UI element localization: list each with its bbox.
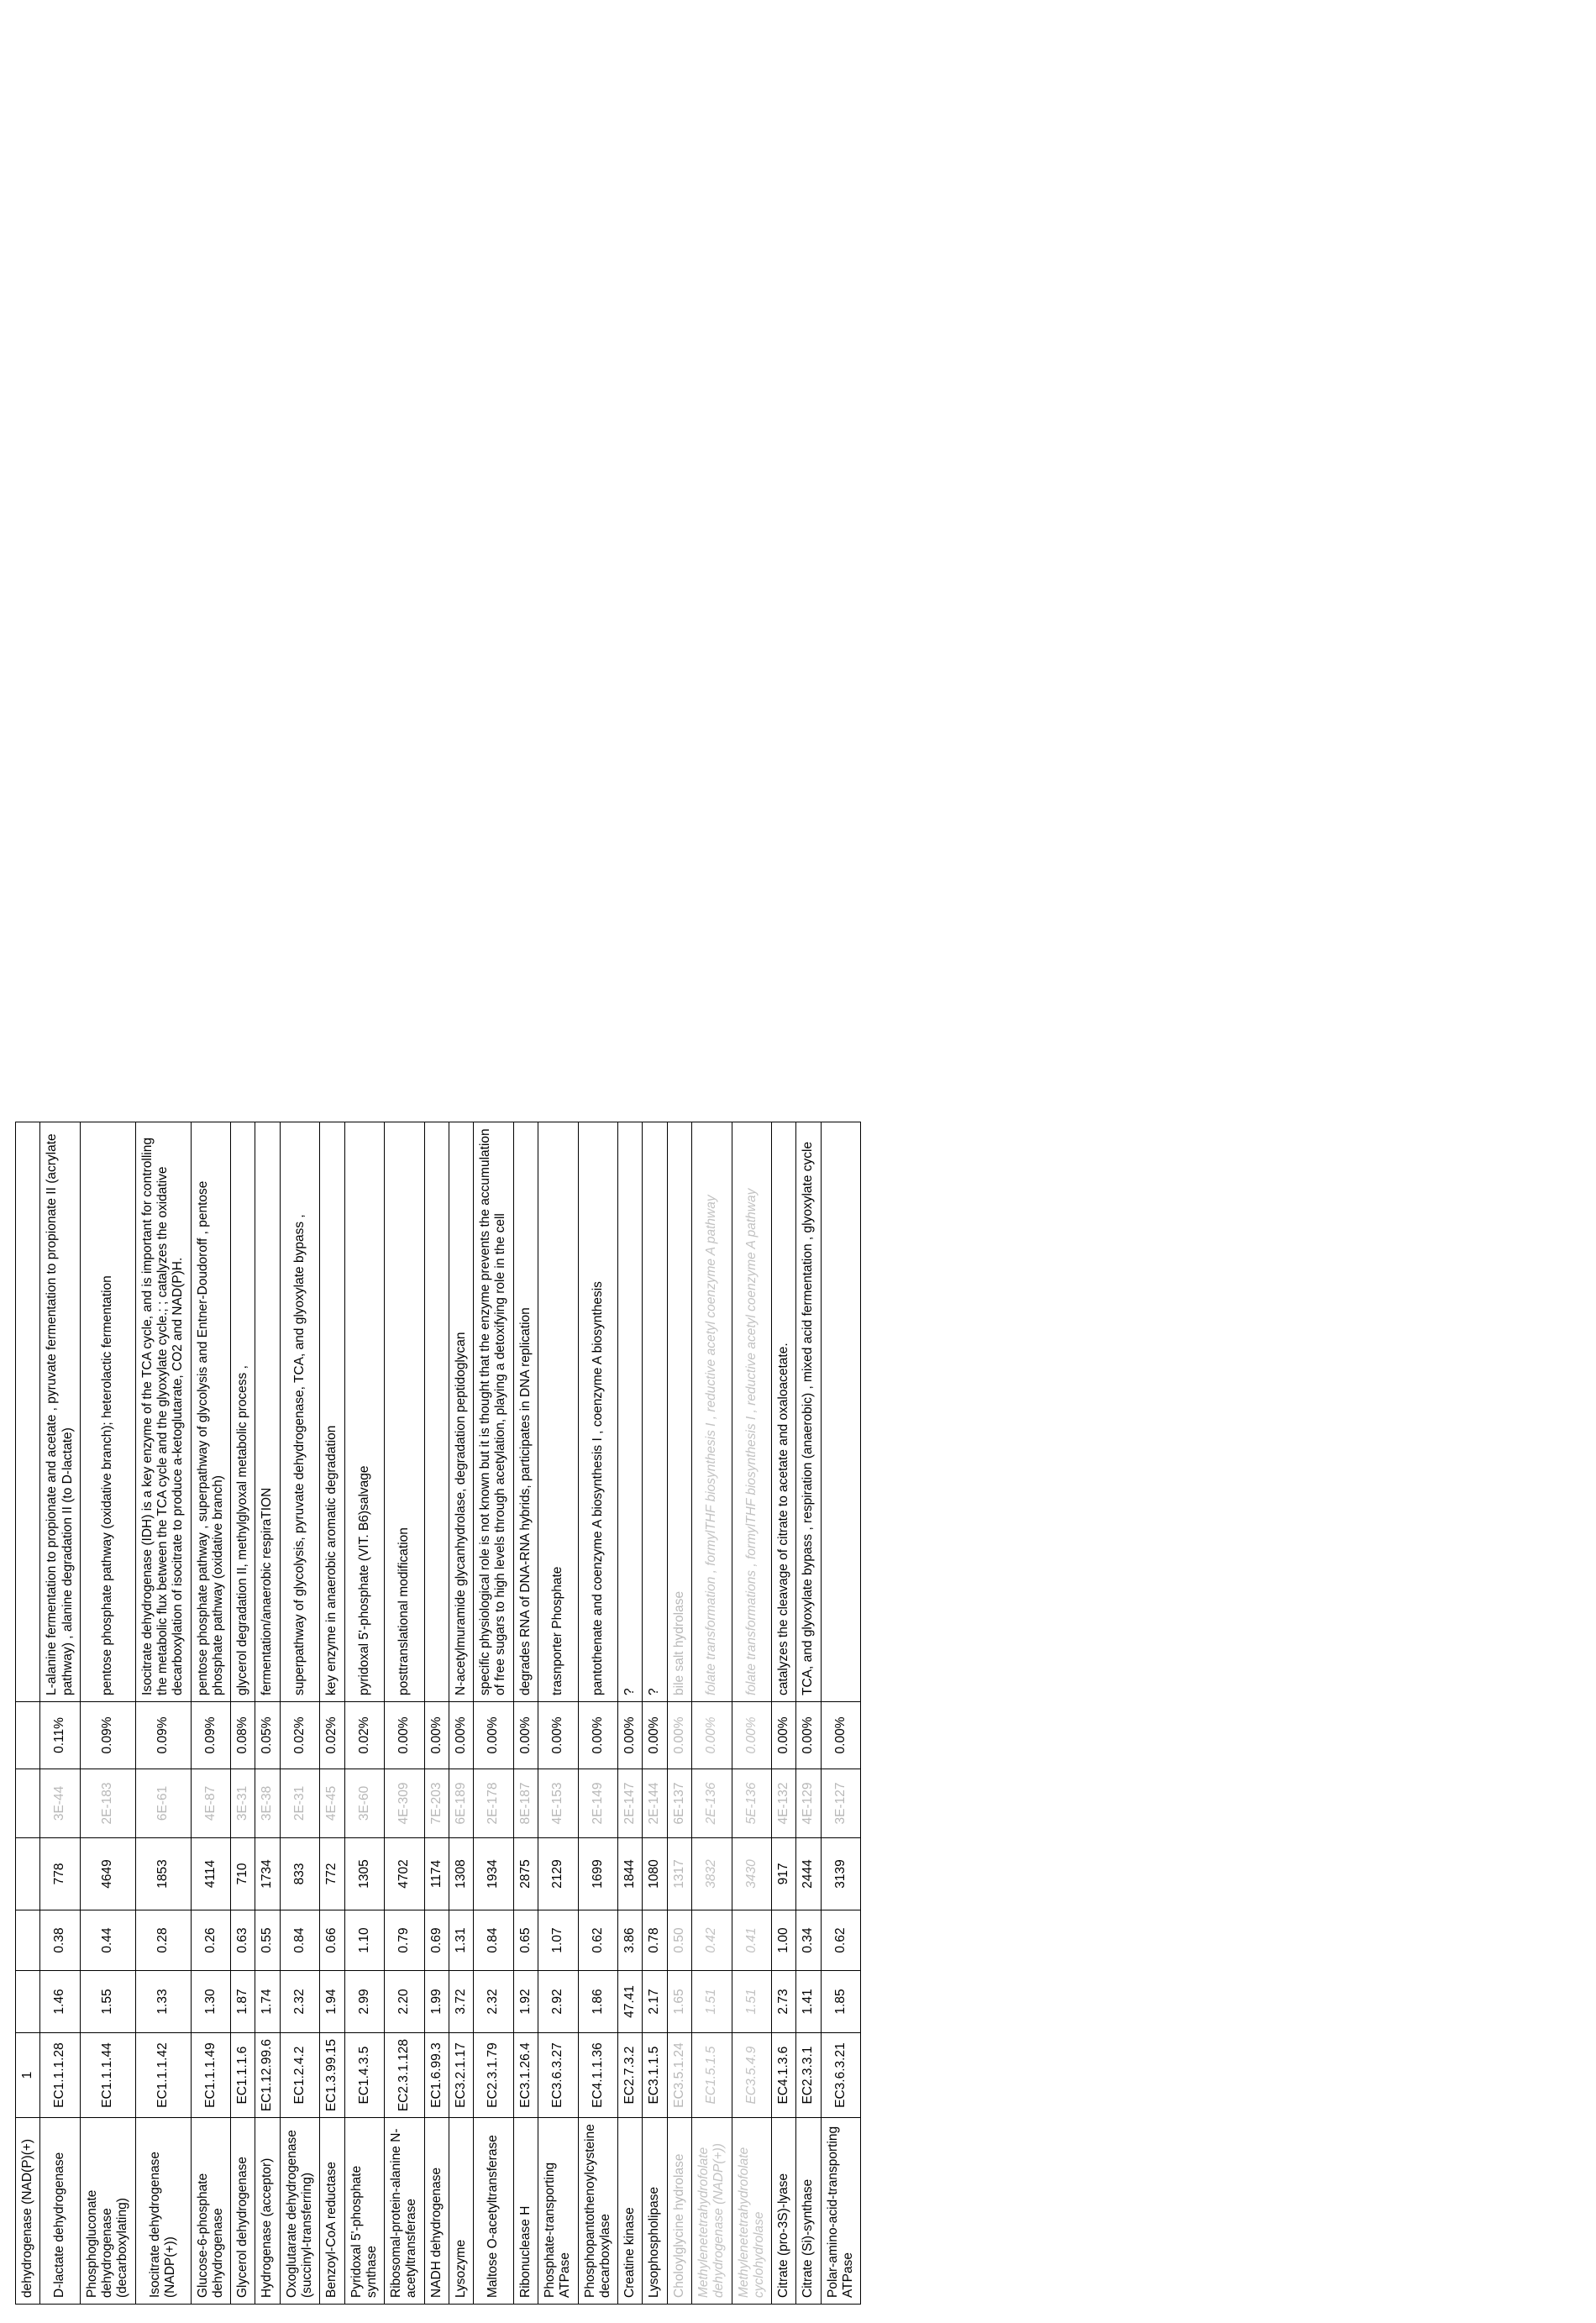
table-row (424, 1122, 449, 2304)
cell-exp: 2E-149 (578, 1769, 618, 1837)
cell-count: 833 (280, 1837, 320, 1910)
cell-pct: 0.00% (643, 1701, 667, 1769)
cell-ec: EC1.3.99.15 (320, 2032, 344, 2117)
cell-v2: 1.10 (344, 1910, 385, 1970)
cell-name: dehydrogenase (NAD(P)(+) (16, 2118, 40, 2305)
table-row (449, 1122, 473, 2304)
cell-desc: pentose phosphate pathway (oxidative branch); heterolactic fermentation (80, 1122, 135, 1701)
cell-ec: EC2.3.1.128 (385, 2032, 425, 2117)
cell-exp: 2E-31 (280, 1769, 320, 1837)
cell-pct: 0.02% (344, 1701, 385, 1769)
cell-pct: 0.00% (821, 1701, 861, 1769)
table-row (772, 1122, 796, 2304)
cell-name: D-lactate dehydrogenase (40, 2118, 81, 2305)
cell-name: Lysophospholipase (643, 2118, 667, 2305)
cell-exp: 3E-60 (344, 1769, 385, 1837)
cell-exp: 8E-187 (513, 1769, 538, 1837)
cell-desc: pentose phosphate pathway , superpathway of glycolysis and Entner-Doudoroff , pentose phosphate pathway (oxidative branch) (191, 1122, 231, 1701)
cell-count: 2875 (513, 1837, 538, 1910)
cell-exp: 3E-44 (40, 1769, 81, 1837)
cell-v2: 0.41 (732, 1910, 772, 1970)
cell-desc: specific physiological role is not known but it is thought that the enzyme prevents the accumulation of free sugars to high levels through acetylation, playing a detoxifying role in the cell (474, 1122, 514, 1701)
cell-exp: 6E-61 (135, 1769, 191, 1837)
cell-ec: 1 (16, 2032, 40, 2117)
cell-v1: 1.46 (40, 1970, 81, 2032)
cell-desc: TCA, and glyoxylate bypass , respiration (anaerobic) , mixed acid fermentation , glyoxylate cycle (796, 1122, 821, 1701)
cell-v1: 1.87 (231, 1970, 255, 2032)
cell-ec: EC2.7.3.2 (618, 2032, 643, 2117)
cell-exp: 4E-132 (772, 1769, 796, 1837)
table-row (618, 1122, 643, 2304)
cell-ec: EC1.12.99.6 (255, 2032, 280, 2117)
table-row (732, 1122, 772, 2304)
cell-exp: 2E-136 (692, 1769, 732, 1837)
cell-v1: 1.65 (667, 1970, 691, 2032)
cell-name: Polar-amino-acid-transporting ATPase (821, 2118, 861, 2305)
cell-exp: 4E-87 (191, 1769, 231, 1837)
cell-count: 1699 (578, 1837, 618, 1910)
cell-exp: 3E-127 (821, 1769, 861, 1837)
cell-exp: 7E-203 (424, 1769, 449, 1837)
cell-desc: catalyzes the cleavage of citrate to acetate and oxaloacetate. (772, 1122, 796, 1701)
cell-pct: 0.00% (578, 1701, 618, 1769)
table-row (538, 1122, 579, 2304)
cell-count: 778 (40, 1837, 81, 1910)
cell-pct: 0.08% (231, 1701, 255, 1769)
enzyme-table (15, 1122, 861, 2305)
cell-desc: N-acetylmuramide glycanhydrolase, degradation peptidoglycan (449, 1122, 473, 1701)
table-row (320, 1122, 344, 2304)
cell-v1: 2.32 (474, 1970, 514, 2032)
cell-exp: 6E-137 (667, 1769, 691, 1837)
cell-name: Ribosomal-protein-alanine N-acetyltransferase (385, 2118, 425, 2305)
table-row (80, 1122, 135, 2304)
cell-ec: EC1.1.1.6 (231, 2032, 255, 2117)
cell-name: Choloylglycine hydrolase (667, 2118, 691, 2305)
cell-v1: 1.51 (692, 1970, 732, 2032)
cell-exp: 4E-153 (538, 1769, 579, 1837)
cell-desc: bile salt hydrolase (667, 1122, 691, 1701)
cell-v2: 0.34 (796, 1910, 821, 1970)
cell-v2: 0.84 (280, 1910, 320, 1970)
cell-v2: 0.65 (513, 1910, 538, 1970)
cell-ec: EC1.2.4.2 (280, 2032, 320, 2117)
cell-exp (16, 1769, 40, 1837)
cell-v2: 0.62 (578, 1910, 618, 1970)
cell-desc: ? (618, 1122, 643, 1701)
cell-desc: ? (643, 1122, 667, 1701)
cell-pct: 0.09% (135, 1701, 191, 1769)
table-row (474, 1122, 514, 2304)
cell-desc: glycerol degradation II, methylglyoxal metabolic process , (231, 1122, 255, 1701)
cell-name: Citrate (Si)-synthase (796, 2118, 821, 2305)
cell-count: 1734 (255, 1837, 280, 1910)
cell-ec: EC1.4.3.5 (344, 2032, 385, 2117)
cell-count: 2129 (538, 1837, 579, 1910)
cell-desc: pantothenate and coenzyme A biosynthesis I , coenzyme A biosynthesis (578, 1122, 618, 1701)
cell-v2: 0.28 (135, 1910, 191, 1970)
table-row (231, 1122, 255, 2304)
cell-name: Methylenetetrahydrofolate cyclohydrolase (732, 2118, 772, 2305)
cell-ec: EC4.1.3.6 (772, 2032, 796, 2117)
cell-v2: 0.50 (667, 1910, 691, 1970)
cell-name: Phosphate-transporting ATPase (538, 2118, 579, 2305)
cell-v2: 0.26 (191, 1910, 231, 1970)
cell-v2: 0.69 (424, 1910, 449, 1970)
cell-v2: 0.38 (40, 1910, 81, 1970)
table-row (667, 1122, 691, 2304)
table-row (643, 1122, 667, 2304)
table-row (578, 1122, 618, 2304)
table-row (280, 1122, 320, 2304)
cell-ec: EC1.1.1.42 (135, 2032, 191, 2117)
table-row (191, 1122, 231, 2304)
table-row (692, 1122, 732, 2304)
table-row (344, 1122, 385, 2304)
cell-count: 4649 (80, 1837, 135, 1910)
cell-pct: 0.02% (280, 1701, 320, 1769)
cell-ec: EC3.6.3.21 (821, 2032, 861, 2117)
cell-desc: trasnporter Phosphate (538, 1122, 579, 1701)
cell-name: Benzoyl-CoA reductase (320, 2118, 344, 2305)
cell-exp: 2E-147 (618, 1769, 643, 1837)
cell-count: 4114 (191, 1837, 231, 1910)
cell-ec: EC1.6.99.3 (424, 2032, 449, 2117)
table-row (796, 1122, 821, 2304)
cell-v2: 0.78 (643, 1910, 667, 1970)
cell-name: Oxoglutarate dehydrogenase (succinyl-transferring) (280, 2118, 320, 2305)
cell-v1: 1.41 (796, 1970, 821, 2032)
cell-v1: 1.94 (320, 1970, 344, 2032)
cell-v2: 0.44 (80, 1910, 135, 1970)
cell-pct: 0.00% (385, 1701, 425, 1769)
cell-count: 1305 (344, 1837, 385, 1910)
cell-pct: 0.00% (424, 1701, 449, 1769)
cell-ec: EC3.6.3.27 (538, 2032, 579, 2117)
cell-pct: 0.05% (255, 1701, 280, 1769)
cell-v2: 0.84 (474, 1910, 514, 1970)
table-row (513, 1122, 538, 2304)
cell-desc: superpathway of glycolysis, pyruvate dehydrogenase, TCA, and glyoxylate bypass , (280, 1122, 320, 1701)
cell-desc: folate transformations , formylTHF biosynthesis I , reductive acetyl coenzyme A pathway (732, 1122, 772, 1701)
cell-name: Methylenetetrahydrofolate dehydrogenase (NADP(+)) (692, 2118, 732, 2305)
cell-desc: fermentation/anaerobic respiraTION (255, 1122, 280, 1701)
cell-v1: 2.92 (538, 1970, 579, 2032)
cell-ec: EC4.1.1.36 (578, 2032, 618, 2117)
cell-v1: 3.72 (449, 1970, 473, 2032)
cell-v1: 2.32 (280, 1970, 320, 2032)
cell-v2 (16, 1910, 40, 1970)
cell-count: 1308 (449, 1837, 473, 1910)
cell-desc: Isocitrate dehydrogenase (IDH) is a key enzyme of the TCA cycle, and is important for controlling the metabolic flux between the TCA cycle and the glyoxylate cycle.; ; catalyzes the oxidative decarboxylation of isocitrate to produce a-ketoglutarate, CO2 and NAD(P)H. (135, 1122, 191, 1701)
cell-desc: key enzyme in anaerobic aromatic degradation (320, 1122, 344, 1701)
cell-name: Citrate (pro-3S)-lyase (772, 2118, 796, 2305)
cell-name: Hydrogenase (acceptor) (255, 2118, 280, 2305)
cell-pct: 0.00% (796, 1701, 821, 1769)
cell-ec: EC3.1.26.4 (513, 2032, 538, 2117)
cell-desc: degrades RNA of DNA-RNA hybrids, participates in DNA replication (513, 1122, 538, 1701)
cell-ec: EC1.1.1.44 (80, 2032, 135, 2117)
cell-v1: 2.17 (643, 1970, 667, 2032)
cell-v1: 1.92 (513, 1970, 538, 2032)
cell-name: Phosphogluconate dehydrogenase (decarboxylating) (80, 2118, 135, 2305)
cell-v1 (16, 1970, 40, 2032)
cell-v1: 1.30 (191, 1970, 231, 2032)
table-row (255, 1122, 280, 2304)
cell-v2: 0.42 (692, 1910, 732, 1970)
table-body (16, 1122, 861, 2304)
cell-v2: 0.62 (821, 1910, 861, 1970)
cell-pct: 0.00% (474, 1701, 514, 1769)
table-row (135, 1122, 191, 2304)
cell-count: 1844 (618, 1837, 643, 1910)
cell-exp: 6E-189 (449, 1769, 473, 1837)
cell-exp: 2E-183 (80, 1769, 135, 1837)
table-row (40, 1122, 81, 2304)
cell-count: 710 (231, 1837, 255, 1910)
cell-desc: folate transformation , formylTHF biosynthesis I , reductive acetyl coenzyme A pathway (692, 1122, 732, 1701)
cell-name: Glucose-6-phosphate dehydrogenase (191, 2118, 231, 2305)
cell-count: 3832 (692, 1837, 732, 1910)
cell-v1: 1.51 (732, 1970, 772, 2032)
table-row (385, 1122, 425, 2304)
cell-v1: 1.55 (80, 1970, 135, 2032)
cell-count: 1174 (424, 1837, 449, 1910)
cell-pct (16, 1701, 40, 1769)
cell-count: 1934 (474, 1837, 514, 1910)
cell-desc: posttranslational modification (385, 1122, 425, 1701)
cell-pct: 0.00% (618, 1701, 643, 1769)
cell-desc (424, 1122, 449, 1701)
cell-v2: 1.00 (772, 1910, 796, 1970)
cell-count: 917 (772, 1837, 796, 1910)
cell-v1: 1.85 (821, 1970, 861, 2032)
cell-name: Pyridoxal 5'-phosphate synthase (344, 2118, 385, 2305)
cell-count: 772 (320, 1837, 344, 1910)
cell-ec: EC2.3.1.79 (474, 2032, 514, 2117)
cell-name: Phosphopantothenoylcysteine decarboxylase (578, 2118, 618, 2305)
cell-count: 3139 (821, 1837, 861, 1910)
cell-exp: 4E-45 (320, 1769, 344, 1837)
cell-exp: 4E-129 (796, 1769, 821, 1837)
cell-name: Creatine kinase (618, 2118, 643, 2305)
cell-v2: 1.07 (538, 1910, 579, 1970)
cell-count (16, 1837, 40, 1910)
cell-count: 4702 (385, 1837, 425, 1910)
cell-count: 1853 (135, 1837, 191, 1910)
cell-pct: 0.00% (732, 1701, 772, 1769)
cell-pct: 0.00% (667, 1701, 691, 1769)
cell-pct: 0.11% (40, 1701, 81, 1769)
table-row (16, 1122, 40, 2304)
cell-v1: 2.20 (385, 1970, 425, 2032)
cell-count: 1317 (667, 1837, 691, 1910)
cell-ec: EC1.5.1.5 (692, 2032, 732, 2117)
cell-exp: 4E-309 (385, 1769, 425, 1837)
cell-name: Isocitrate dehydrogenase (NADP(+)) (135, 2118, 191, 2305)
cell-ec: EC1.1.1.28 (40, 2032, 81, 2117)
cell-pct: 0.00% (513, 1701, 538, 1769)
cell-v1: 2.99 (344, 1970, 385, 2032)
cell-ec: EC3.2.1.17 (449, 2032, 473, 2117)
cell-v1: 2.73 (772, 1970, 796, 2032)
cell-v2: 1.31 (449, 1910, 473, 1970)
cell-ec: EC3.5.4.9 (732, 2032, 772, 2117)
cell-v1: 47.41 (618, 1970, 643, 2032)
cell-exp: 3E-31 (231, 1769, 255, 1837)
cell-v1: 1.86 (578, 1970, 618, 2032)
cell-desc: L-alanine fermentation to propionate and acetate , pyruvate fermentation to propionate II (acrylate pathway) , alanine degradation II (to D-lactate) (40, 1122, 81, 1701)
cell-v1: 1.74 (255, 1970, 280, 2032)
cell-v2: 0.79 (385, 1910, 425, 1970)
cell-v2: 0.63 (231, 1910, 255, 1970)
cell-desc (821, 1122, 861, 1701)
cell-v2: 0.55 (255, 1910, 280, 1970)
cell-exp: 3E-38 (255, 1769, 280, 1837)
cell-pct: 0.00% (772, 1701, 796, 1769)
cell-v2: 0.66 (320, 1910, 344, 1970)
cell-pct: 0.09% (80, 1701, 135, 1769)
cell-pct: 0.02% (320, 1701, 344, 1769)
cell-name: Ribonuclease H (513, 2118, 538, 2305)
cell-count: 2444 (796, 1837, 821, 1910)
cell-count: 3430 (732, 1837, 772, 1910)
cell-desc: pyridoxal 5'-phosphate (VIT. B6)salvage (344, 1122, 385, 1701)
table-row (821, 1122, 861, 2304)
cell-v2: 3.86 (618, 1910, 643, 1970)
cell-name: Glycerol dehydrogenase (231, 2118, 255, 2305)
cell-name: NADH dehydrogenase (424, 2118, 449, 2305)
cell-ec: EC3.5.1.24 (667, 2032, 691, 2117)
cell-name: Maltose O-acetyltransferase (474, 2118, 514, 2305)
cell-pct: 0.00% (692, 1701, 732, 1769)
cell-ec: EC3.1.1.5 (643, 2032, 667, 2117)
cell-ec: EC2.3.3.1 (796, 2032, 821, 2117)
cell-name: Lysozyme (449, 2118, 473, 2305)
cell-v1: 1.33 (135, 1970, 191, 2032)
cell-pct: 0.09% (191, 1701, 231, 1769)
cell-exp: 2E-178 (474, 1769, 514, 1837)
cell-v1: 1.99 (424, 1970, 449, 2032)
cell-count: 1080 (643, 1837, 667, 1910)
cell-exp: 2E-144 (643, 1769, 667, 1837)
cell-desc (16, 1122, 40, 1701)
cell-pct: 0.00% (449, 1701, 473, 1769)
cell-pct: 0.00% (538, 1701, 579, 1769)
cell-ec: EC1.1.1.49 (191, 2032, 231, 2117)
cell-exp: 5E-136 (732, 1769, 772, 1837)
